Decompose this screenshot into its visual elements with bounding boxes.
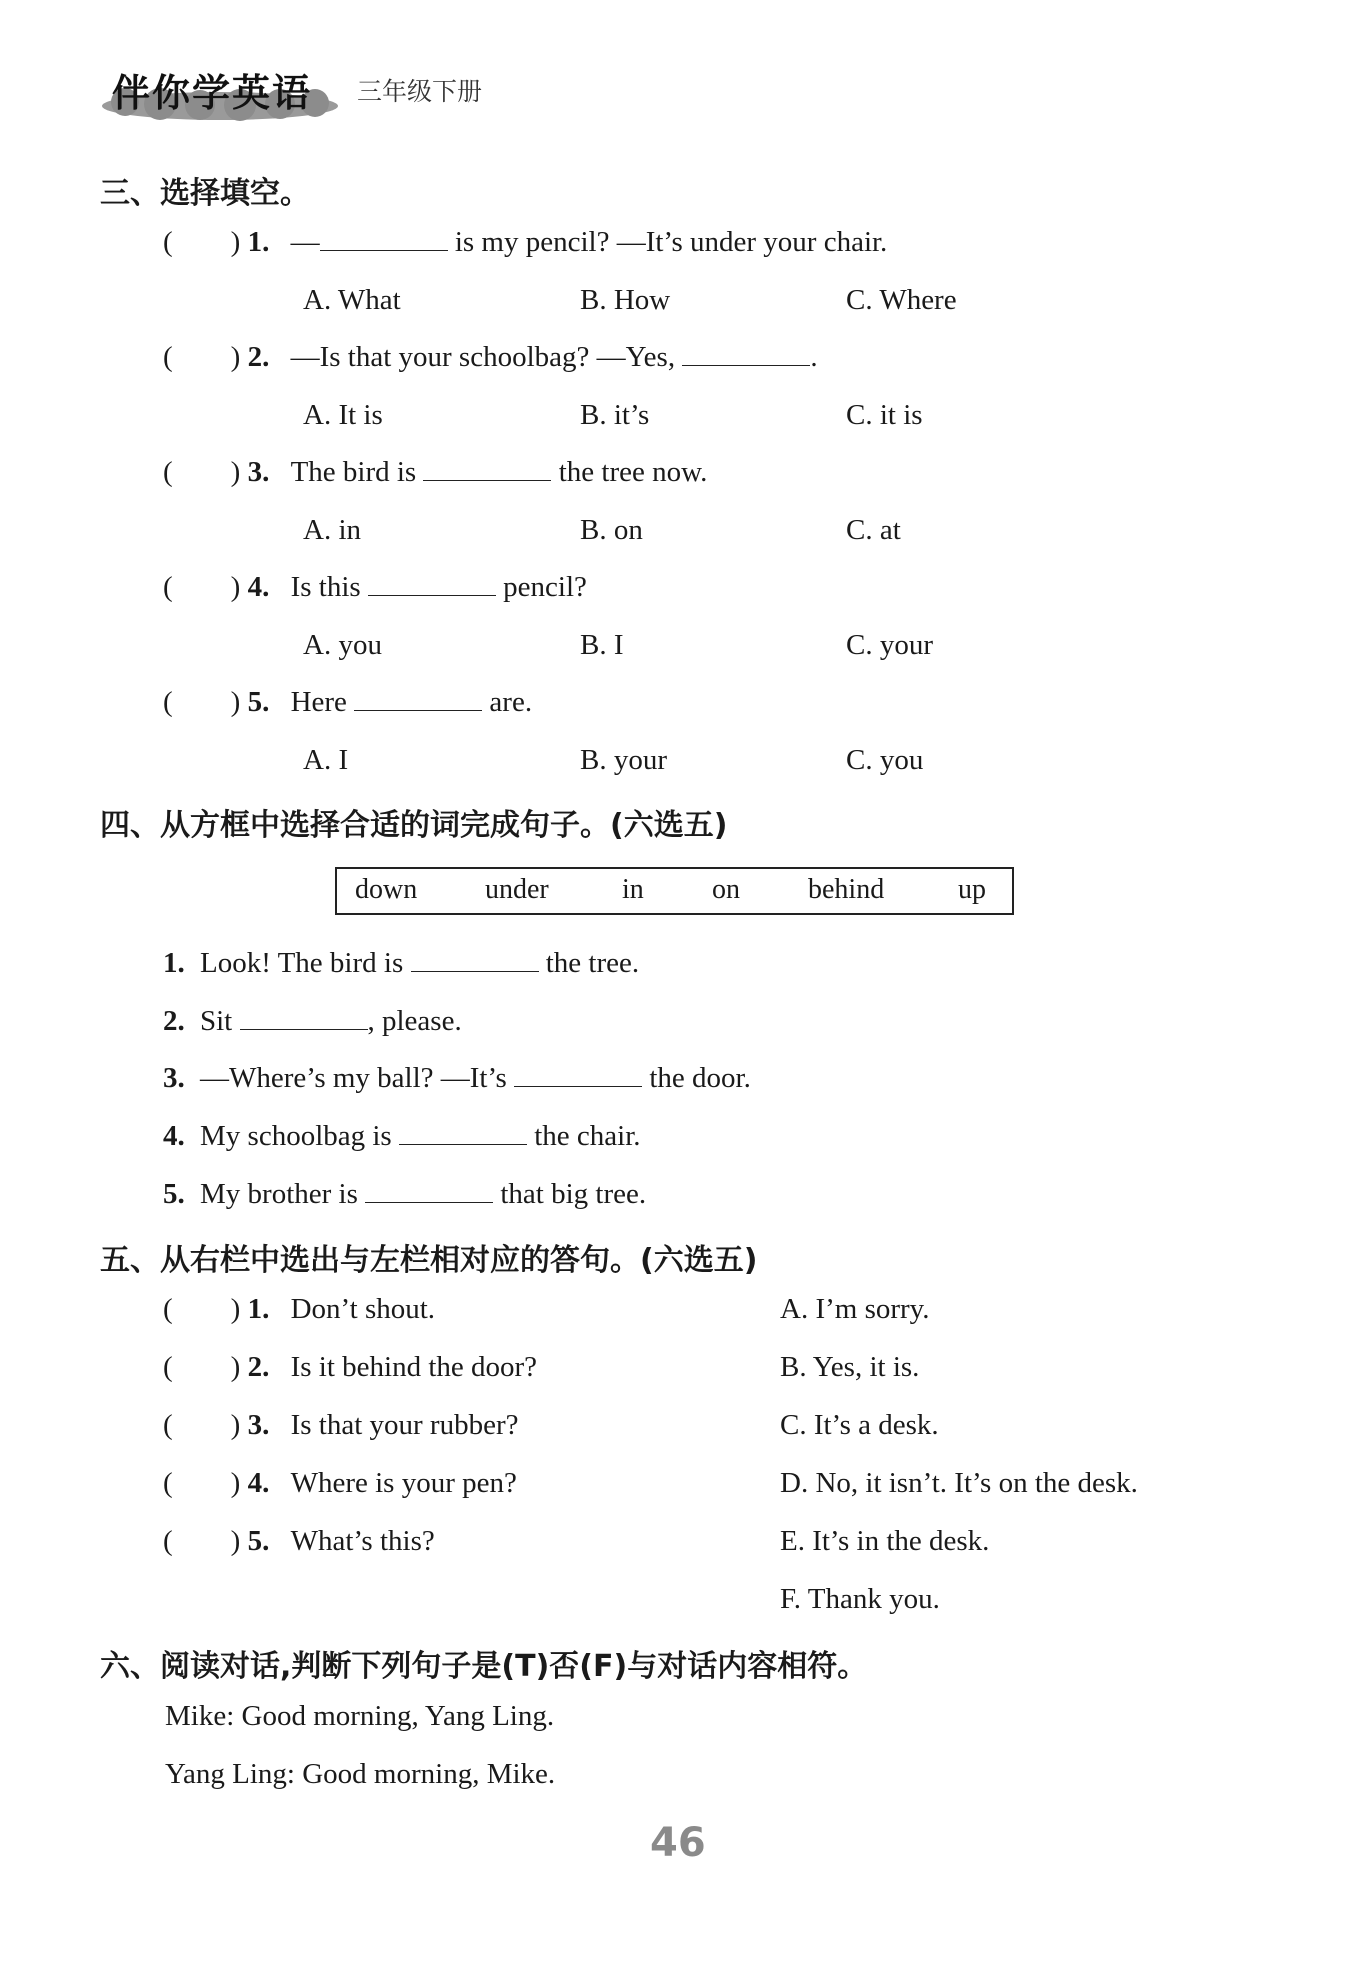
answer-blank[interactable] <box>240 1007 368 1030</box>
answer-blank[interactable] <box>354 688 482 711</box>
question-row: ( ) 4. Is this pencil? <box>163 571 587 603</box>
answer-blank[interactable] <box>682 343 810 366</box>
option-a: A. It is <box>303 399 383 431</box>
word-box-word: down <box>355 874 418 905</box>
option-b: B. How <box>580 284 671 316</box>
answer-blank[interactable] <box>514 1064 642 1087</box>
answer-paren[interactable]: ( ) <box>163 1525 241 1557</box>
answer-paren[interactable]: ( ) <box>163 686 241 718</box>
match-right-item: C. It’s a desk. <box>780 1409 939 1441</box>
match-left-item: ( ) 1. Don’t shout. <box>163 1293 436 1325</box>
section4-title: 四、从方框中选择合适的词完成句子。(六选五) <box>100 808 728 843</box>
option-c: C. Where <box>846 284 957 316</box>
sentence-row: 4. My schoolbag is the chair. <box>163 1120 641 1152</box>
question-row: ( ) 1. — is my pencil? —It’s under your chair. <box>163 226 888 258</box>
section5-title: 五、从右栏中选出与左栏相对应的答句。(六选五) <box>100 1243 758 1278</box>
sentence-row: 2. Sit , please. <box>163 1005 462 1037</box>
option-b: B. it’s <box>580 399 650 431</box>
word-box-word: under <box>485 874 549 905</box>
grade-label: 三年级下册 <box>357 77 483 106</box>
sentence-row: 5. My brother is that big tree. <box>163 1178 647 1210</box>
brand-title: 伴你学英语 <box>112 71 313 115</box>
answer-blank[interactable] <box>365 1180 493 1203</box>
answer-paren[interactable]: ( ) <box>163 1409 241 1441</box>
answer-paren[interactable]: ( ) <box>163 571 241 603</box>
match-right-item: D. No, it isn’t. It’s on the desk. <box>780 1467 1138 1499</box>
word-box-word: in <box>622 874 644 905</box>
match-left-item: ( ) 5. What’s this? <box>163 1525 435 1557</box>
option-a: A. What <box>303 284 401 316</box>
answer-blank[interactable] <box>399 1122 527 1145</box>
match-left-item: ( ) 4. Where is your pen? <box>163 1467 517 1499</box>
option-a: A. I <box>303 744 349 776</box>
answer-blank[interactable] <box>423 458 551 481</box>
answer-blank[interactable] <box>411 949 539 972</box>
option-a: A. you <box>303 629 382 661</box>
answer-paren[interactable]: ( ) <box>163 1293 241 1325</box>
word-box <box>335 867 1014 915</box>
dialogue-line: Mike: Good morning, Yang Ling. <box>165 1700 555 1732</box>
option-c: C. at <box>846 514 901 546</box>
answer-paren[interactable]: ( ) <box>163 456 241 488</box>
answer-paren[interactable]: ( ) <box>163 226 241 258</box>
sentence-row: 3. —Where’s my ball? —It’s the door. <box>163 1062 751 1094</box>
answer-blank[interactable] <box>368 573 496 596</box>
answer-paren[interactable]: ( ) <box>163 1351 241 1383</box>
question-row: ( ) 3. The bird is the tree now. <box>163 456 708 488</box>
match-left-item: ( ) 2. Is it behind the door? <box>163 1351 538 1383</box>
dialogue-line: Yang Ling: Good morning, Mike. <box>165 1758 556 1790</box>
option-a: A. in <box>303 514 361 546</box>
answer-paren[interactable]: ( ) <box>163 1467 241 1499</box>
word-box-word: behind <box>808 874 885 905</box>
section3-title: 三、选择填空。 <box>100 176 310 211</box>
match-right-item: F. Thank you. <box>780 1583 940 1615</box>
section6-title: 六、阅读对话,判断下列句子是(T)否(F)与对话内容相符。 <box>100 1649 868 1684</box>
word-box-word: on <box>712 874 740 905</box>
answer-blank[interactable] <box>320 228 448 251</box>
match-right-item: B. Yes, it is. <box>780 1351 920 1383</box>
match-right-item: E. It’s in the desk. <box>780 1525 990 1557</box>
option-c: C. you <box>846 744 924 776</box>
page-number: 46 <box>650 1820 706 1866</box>
match-right-item: A. I’m sorry. <box>780 1293 930 1325</box>
option-b: B. your <box>580 744 667 776</box>
option-c: C. your <box>846 629 933 661</box>
option-c: C. it is <box>846 399 923 431</box>
question-row: ( ) 2. —Is that your schoolbag? —Yes, . <box>163 341 818 373</box>
sentence-row: 1. Look! The bird is the tree. <box>163 947 640 979</box>
option-b: B. I <box>580 629 624 661</box>
option-b: B. on <box>580 514 643 546</box>
answer-paren[interactable]: ( ) <box>163 341 241 373</box>
question-row: ( ) 5. Here are. <box>163 686 533 718</box>
word-box-word: up <box>958 874 986 905</box>
match-left-item: ( ) 3. Is that your rubber? <box>163 1409 519 1441</box>
